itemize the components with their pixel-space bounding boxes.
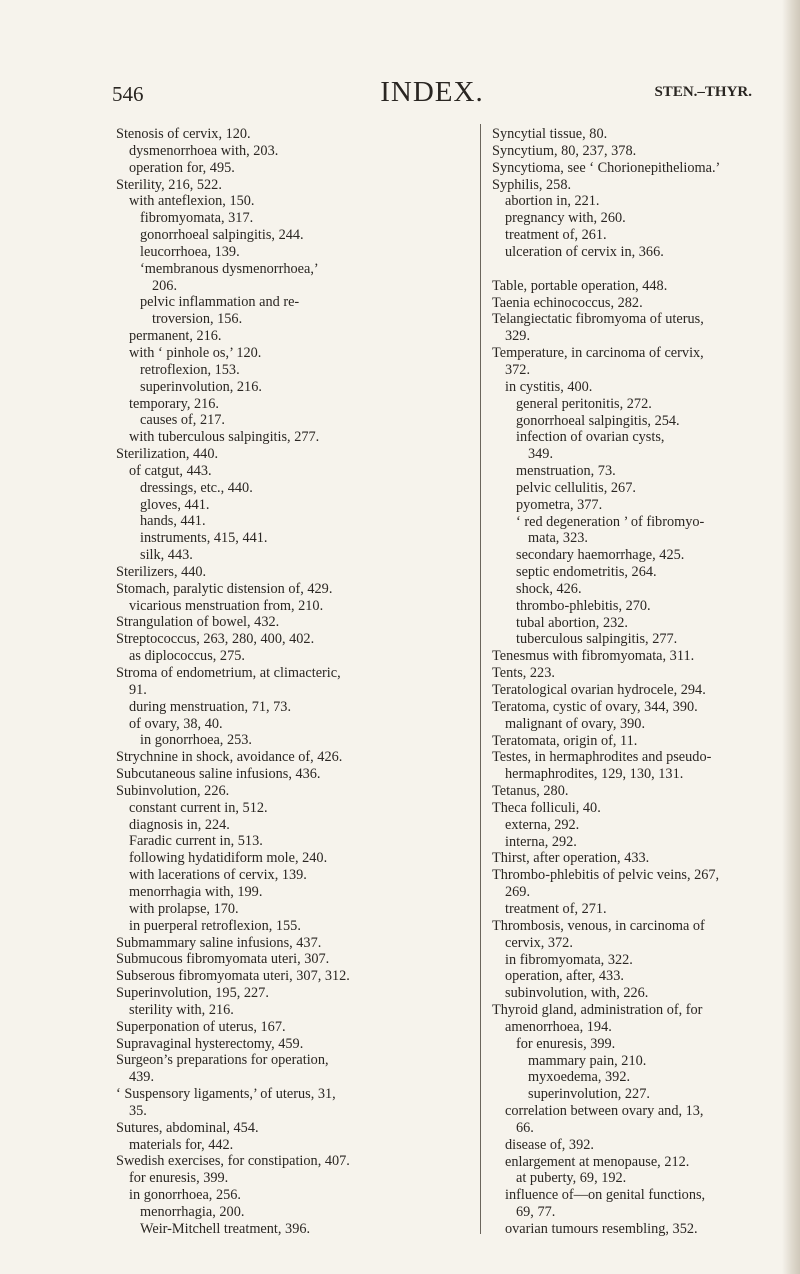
index-entry: Thyroid gland, administration of, for	[492, 1002, 703, 1019]
index-entry: diagnosis in, 224.	[129, 816, 230, 833]
index-entry: malignant of ovary, 390.	[505, 715, 646, 732]
index-entry: Strychnine in shock, avoidance of, 426.	[116, 749, 343, 766]
index-entry: dysmenorrhoea with, 203.	[129, 142, 279, 159]
index-entry: constant current in, 512.	[129, 799, 268, 816]
index-entry: Telangiectatic fibromyoma of uterus,	[492, 311, 704, 328]
index-entry: Syphilis, 258.	[492, 176, 572, 193]
index-entry: Sterilizers, 440.	[116, 563, 207, 580]
index-entry: as diplococcus, 275.	[129, 648, 245, 665]
index-entry: gonorrhoeal salpingitis, 254.	[516, 412, 680, 429]
index-entry: Sterilization, 440.	[116, 446, 219, 463]
index-entry: Sutures, abdominal, 454.	[116, 1119, 259, 1136]
index-entry: Subcutaneous saline infusions, 436.	[116, 766, 321, 783]
index-entry: menorrhagia with, 199.	[129, 883, 263, 900]
index-entry: in puerperal retroflexion, 155.	[129, 917, 301, 934]
index-entry: Thrombo-phlebitis of pelvic veins, 267,	[492, 867, 720, 884]
index-entry: troversion, 156.	[152, 311, 243, 328]
index-entry: ‘ red degeneration ’ of fibromyo-	[516, 513, 705, 530]
index-entry: Strangulation of bowel, 432.	[116, 614, 280, 631]
index-entry: instruments, 415, 441.	[140, 530, 268, 547]
index-entry: Tetanus, 280.	[492, 783, 569, 800]
index-entry: Teratological ovarian hydrocele, 294.	[492, 682, 706, 698]
index-entry: Surgeon’s preparations for operation,	[116, 1052, 329, 1069]
index-entry: enlargement at menopause, 212.	[505, 1153, 690, 1170]
index-column-right	[492, 126, 764, 1238]
index-entry: gloves, 441.	[140, 496, 210, 513]
index-entry: Faradic current in, 513.	[129, 833, 263, 850]
index-entry: Testes, in hermaphrodites and pseudo-	[492, 749, 712, 766]
index-entry: 269.	[505, 884, 531, 901]
index-entry: Streptococcus, 263, 280, 400, 402.	[116, 631, 315, 648]
page-edge-shadow	[782, 0, 800, 1274]
index-entry: Taenia echinococcus, 282.	[492, 294, 643, 311]
index-entry: secondary haemorrhage, 425.	[516, 547, 685, 564]
index-entry: at puberty, 69, 192.	[516, 1170, 627, 1187]
index-entry: subinvolution, with, 226.	[505, 985, 649, 1002]
index-entry: permanent, 216.	[129, 328, 222, 345]
index-entry: fibromyomata, 317.	[140, 210, 254, 227]
index-entry: with ‘ pinhole os,’ 120.	[129, 344, 262, 361]
index-entry: causes of, 217.	[140, 412, 225, 429]
page-number: 546	[112, 82, 144, 106]
index-entry: Stenosis of cervix, 120.	[116, 126, 251, 142]
index-entry: Superponation of uterus, 167.	[116, 1018, 286, 1035]
index-range: STEN.–THYR.	[654, 84, 752, 100]
index-entry: in fibromyomata, 322.	[505, 951, 633, 968]
index-entry: tuberculous salpingitis, 277.	[516, 631, 678, 648]
index-entry: 349.	[528, 446, 554, 463]
index-entry: treatment of, 271.	[505, 900, 607, 917]
index-entry: gonorrhoeal salpingitis, 244.	[140, 227, 304, 244]
index-entry: Supravaginal hysterectomy, 459.	[116, 1035, 304, 1052]
index-entry: materials for, 442.	[129, 1136, 234, 1153]
index-entry: sterility with, 216.	[129, 1001, 234, 1018]
index-entry: with prolapse, 170.	[129, 900, 239, 917]
index-entry: infection of ovarian cysts,	[516, 429, 665, 446]
index-entry: retroflexion, 153.	[140, 361, 240, 378]
index-entry: for enuresis, 399.	[129, 1170, 229, 1187]
index-entry: tubal abortion, 232.	[516, 614, 628, 631]
page-title: INDEX.	[380, 76, 484, 108]
index-entry: menstruation, 73.	[516, 463, 616, 480]
index-entry: ulceration of cervix in, 366.	[505, 243, 664, 260]
index-entry: Teratomata, origin of, 11.	[492, 732, 638, 749]
index-entry: 439.	[129, 1069, 155, 1086]
index-entry: with anteflexion, 150.	[129, 193, 255, 210]
index-entry: in gonorrhoea, 256.	[129, 1187, 241, 1204]
page-header	[112, 76, 752, 110]
index-entry: Sterility, 216, 522.	[116, 176, 222, 193]
index-entry: 91.	[129, 681, 147, 698]
index-entry: 66.	[516, 1119, 534, 1136]
index-entry: correlation between ovary and, 13,	[505, 1103, 704, 1120]
index-entry: Temperature, in carcinoma of cervix,	[492, 345, 704, 362]
index-entry: interna, 292.	[505, 833, 577, 850]
index-entry: in cystitis, 400.	[505, 378, 593, 395]
index-entry: Thirst, after operation, 433.	[492, 850, 650, 867]
index-entry: 35.	[129, 1102, 147, 1119]
index-entry: of catgut, 443.	[129, 462, 212, 479]
index-entry: hermaphrodites, 129, 130, 131.	[505, 766, 684, 783]
index-entry: Table, portable operation, 448.	[492, 277, 668, 294]
index-entry: Tenesmus with fibromyomata, 311.	[492, 648, 695, 665]
index-entry: Stomach, paralytic distension of, 429.	[116, 580, 333, 597]
index-column-left	[116, 126, 508, 1238]
index-entry: of ovary, 38, 40.	[129, 715, 223, 732]
index-entry: operation, after, 433.	[505, 968, 624, 985]
index-entry: treatment of, 261.	[505, 227, 607, 244]
index-entry: Syncytioma, see ‘ Chorionepithelioma.’	[492, 159, 721, 176]
index-entry: ovarian tumours resembling, 352.	[505, 1221, 698, 1237]
index-entry: with lacerations of cervix, 139.	[129, 867, 307, 884]
index-entry: temporary, 216.	[129, 395, 219, 412]
index-entry: Thrombosis, venous, in carcinoma of	[492, 917, 705, 934]
index-entry: hands, 441.	[140, 513, 206, 530]
index-entry: mata, 323.	[528, 530, 588, 547]
index-entry: pregnancy with, 260.	[505, 210, 626, 227]
index-entry: Subinvolution, 226.	[116, 782, 230, 799]
index-entry: disease of, 392.	[505, 1136, 594, 1153]
index-entry: pelvic inflammation and re-	[140, 294, 300, 311]
index-entry: Superinvolution, 195, 227.	[116, 985, 269, 1002]
index-entry: Teratoma, cystic of ovary, 344, 390.	[492, 698, 698, 715]
index-entry: thrombo-phlebitis, 270.	[516, 597, 651, 614]
index-entry: during menstruation, 71, 73.	[129, 698, 292, 715]
index-entry: Syncytium, 80, 237, 378.	[492, 142, 637, 159]
index-entry: vicarious menstruation from, 210.	[129, 597, 324, 614]
index-entry: general peritonitis, 272.	[516, 395, 652, 412]
index-entry: Swedish exercises, for constipation, 407.	[116, 1153, 350, 1170]
index-entry: menorrhagia, 200.	[140, 1204, 245, 1220]
index-entry: mammary pain, 210.	[528, 1052, 647, 1069]
index-entry: superinvolution, 227.	[528, 1086, 650, 1103]
index-entry: Subserous fibromyomata uteri, 307, 312.	[116, 968, 350, 985]
index-entry: Weir-Mitchell treatment, 396.	[140, 1220, 311, 1237]
index-entry: 329.	[505, 328, 531, 345]
index-entry: cervix, 372.	[505, 934, 573, 951]
index-entry: 206.	[152, 277, 178, 294]
index-entry: Submucous fibromyomata uteri, 307.	[116, 951, 330, 968]
index-entry: Syncytial tissue, 80.	[492, 126, 608, 142]
index-entry: following hydatidiform mole, 240.	[129, 850, 328, 867]
index-entry: with tuberculous salpingitis, 277.	[129, 429, 320, 446]
index-entry: shock, 426.	[516, 580, 582, 597]
index-entry: influence of—on genital functions,	[505, 1187, 706, 1204]
index-entry: dressings, etc., 440.	[140, 479, 253, 496]
index-entry: Stroma of endometrium, at climacteric,	[116, 665, 341, 681]
index-entry: Theca folliculi, 40.	[492, 799, 601, 816]
index-entry: operation for, 495.	[129, 159, 235, 176]
index-entry: 372.	[505, 361, 531, 378]
index-entry: 69, 77.	[516, 1204, 556, 1221]
index-entry: ‘ Suspensory ligaments,’ of uterus, 31,	[116, 1086, 336, 1103]
index-entry: abortion in, 221.	[505, 193, 600, 210]
index-entry: externa, 292.	[505, 816, 580, 833]
index-entry: amenorrhoea, 194.	[505, 1018, 612, 1035]
index-entry: Tents, 223.	[492, 665, 555, 682]
index-entry: silk, 443.	[140, 547, 193, 564]
index-entry: pelvic cellulitis, 267.	[516, 479, 636, 496]
index-entry: myxoedema, 392.	[528, 1069, 631, 1086]
index-entry: superinvolution, 216.	[140, 378, 262, 395]
index-entry: leucorrhoea, 139.	[140, 243, 240, 260]
index-entry: pyometra, 377.	[516, 496, 603, 513]
index-entry: Submammary saline infusions, 437.	[116, 934, 322, 951]
index-entry: in gonorrhoea, 253.	[140, 732, 252, 749]
index-entry: ‘membranous dysmenorrhoea,’	[140, 260, 319, 277]
index-entry: for enuresis, 399.	[516, 1035, 616, 1052]
column-divider	[480, 124, 481, 1234]
index-entry: septic endometritis, 264.	[516, 564, 657, 581]
